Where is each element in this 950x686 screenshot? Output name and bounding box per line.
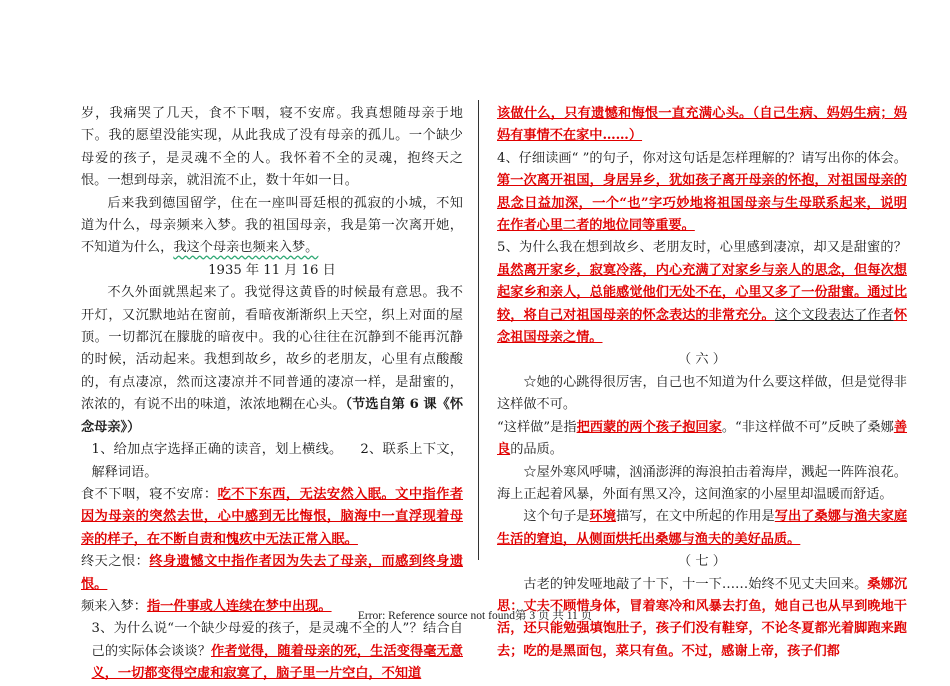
question-2: 2、联系上下文，解释词语。 bbox=[91, 442, 464, 480]
question-3-answer-continued: 该做什么，只有遗憾和悔恨一直充满心头。（自己生病、妈妈生病；妈妈有事情不在家中……） bbox=[497, 106, 907, 144]
analysis-1-answer-a: 把西蒙的两个孩子抱回家 bbox=[576, 419, 722, 435]
analysis-1-answer-b: 善良 bbox=[497, 419, 908, 458]
analysis-2-text-b: 描写，在文中所起的作用是 bbox=[616, 509, 775, 525]
question-5-text: 5、为什么我在想到故乡、老朋友时，心里感到凄凉，却又是甜蜜的？ bbox=[497, 240, 907, 256]
passage-paragraph-3 bbox=[81, 282, 463, 439]
definition-item-1 bbox=[81, 484, 463, 551]
question-4-text: 4、仔细读画“ ”的句子，你对这句话是怎样理解的？请写出你的体会。 bbox=[497, 150, 907, 166]
question-5-tail: 这个文段表达了作者 bbox=[774, 307, 894, 323]
question-5 bbox=[497, 237, 907, 349]
question-5-tail-answer: 怀念祖国母亲之情。 bbox=[497, 307, 908, 346]
question-4-answer: 第一次离开祖国，身居异乡，犹如孩子离开母亲的怀抱，对祖国母亲的思念日益加深，一个“也”字巧妙地将祖国母亲与生母联系起来，说明在作者心里二者的地位同等重要。 bbox=[497, 173, 907, 234]
analysis-2-answer-b: 写出了桑娜与渔夫家庭生活的窘迫，从侧面烘托出桑娜与渔夫的美好品质。 bbox=[497, 509, 908, 547]
section-6-passage-2: ☆屋外寒风呼啸，汹涌澎湃的海浪拍击着海岸，溅起一阵阵浪花。海上正起着风暴，外面有黑又冷，这间渔家的小屋里却温暖而舒适。 bbox=[497, 464, 907, 502]
question-3-answer: 作者觉得，随着母亲的死，生活变得毫无意义，一切都变得空虚和寂寞了，脑子里一片空白，不知道 bbox=[91, 643, 463, 682]
question-5-answer: 虽然离开家乡，寂寞冷落，内心充满了对家乡与亲人的思念，但每次想起家乡和亲人，总能感觉他们无处不在，心里又多了一份甜蜜。通过比较，将自己对祖国母亲的怀念表达的非常充分。 bbox=[497, 262, 907, 323]
section-6-analysis-2 bbox=[497, 506, 907, 551]
passage-paragraph-2 bbox=[81, 193, 463, 260]
analysis-2-answer-a: 环境 bbox=[589, 509, 617, 525]
section-6-heading: （ 六 ） bbox=[678, 352, 726, 368]
question-1-2 bbox=[81, 439, 463, 484]
section-6-passage-1: ☆她的心跳得很厉害，自己也不知道为什么要这样做，但是觉得非这样做不可。 bbox=[497, 374, 907, 413]
passage-paragraph-3-text: 不久外面就黑起来了。我觉得这黄昏的时候最有意思。我不开灯，又沉默地站在窗前，看暗夜渐渐织上天空，织上对面的屋顶。一切都沉在朦胧的暗夜中。我的心往往在沉静到不能再沉静的时候，活动起来。我想到故乡，故乡的老朋友，心里有点酸酸的，有点凄凉，然而这凄凉并不同普通的凄凉一样，是甜蜜的，浓浓的，有说不出的味道，浓浓地糊在心头。 bbox=[81, 285, 463, 413]
definition-answer-1: 吃不下东西，无法安然入眠。文中指作者因为母亲的突然去世，心中感到无比悔恨，脑海中一直浮现着母亲的样子，在不断自责和愧疚中无法正常入眠。 bbox=[81, 486, 464, 547]
definition-label-3: 频来入梦： bbox=[81, 598, 147, 614]
answer-continued bbox=[497, 103, 907, 148]
wavy-underlined-sentence: 我这个母亲也频来入梦。 bbox=[173, 240, 319, 256]
question-3-text: 3、为什么说“一个缺少母爱的孩子，是灵魂不全的人”？结合自己的实际体会谈谈？ bbox=[91, 621, 463, 659]
definition-item-2 bbox=[81, 551, 463, 596]
passage-date: 1935 年 11 月 16 日 bbox=[208, 262, 336, 278]
question-4 bbox=[497, 148, 907, 238]
passage-paragraph-2-text: 后来我到德国留学，住在一座叫哥廷根的孤寂的小城，不知道为什么，母亲频来入梦。我的祖国母亲，我是第一次离开她，不知道为什么， bbox=[81, 195, 463, 256]
passage-source: （节选自第 6 课《怀念母亲》） bbox=[81, 397, 464, 435]
definition-label-2: 终天之恨： bbox=[81, 554, 150, 570]
analysis-2-text-a: 这个句子是 bbox=[523, 509, 590, 525]
question-1: 1、给加点字选择正确的读音，划上横线。 bbox=[91, 442, 343, 458]
column-divider bbox=[478, 100, 479, 560]
passage-paragraph-1: 岁，我痛哭了几天，食不下咽，寝不安席。我真想随母亲于地下。我的愿望没能实现，从此我成了没有母亲的孤儿。一个缺少母爱的孩子，是灵魂不全的人。我怀着不全的灵魂，抱终天之恨。一想到母亲，就泪流不止，数十年如一日。 bbox=[81, 106, 463, 189]
page-footer: Error: Reference source not found第 3 页 共 11 页 bbox=[357, 610, 593, 622]
analysis-1-text-c: 的品质。 bbox=[510, 442, 563, 458]
definition-answer-3: 指一件事或人连续在梦中出现。 bbox=[146, 598, 332, 614]
left-column bbox=[81, 103, 463, 686]
section-6-analysis-1 bbox=[497, 417, 907, 462]
definition-answer-2: 终身遗憾文中指作者因为失去了母亲，而感到终身遗恨。 bbox=[81, 554, 464, 592]
section-7-text: 古老的钟发哑地敲了十下，十一下……始终不见丈夫回来。 bbox=[523, 576, 868, 592]
analysis-1-text-b: 。“非这样做不可”反映了桑娜 bbox=[721, 419, 894, 435]
section-7-heading: （ 七 ） bbox=[678, 554, 726, 570]
analysis-1-text-a: “这样做”是指 bbox=[497, 419, 577, 435]
section-7-highlight: 桑娜沉思：丈夫不顾惜身体，冒着寒冷和风暴去打鱼，她自己也从早到晚地干活，还只能勉强填饱肚子，孩子们没有鞋穿，不论冬夏都光着脚跑来跑去；吃的是黑面包，菜只有鱼。不过，感谢上帝，孩子们都 bbox=[497, 576, 908, 659]
right-column bbox=[497, 103, 907, 663]
definition-label-1: 食不下咽，寝不安席： bbox=[81, 486, 218, 502]
question-3 bbox=[81, 618, 463, 685]
